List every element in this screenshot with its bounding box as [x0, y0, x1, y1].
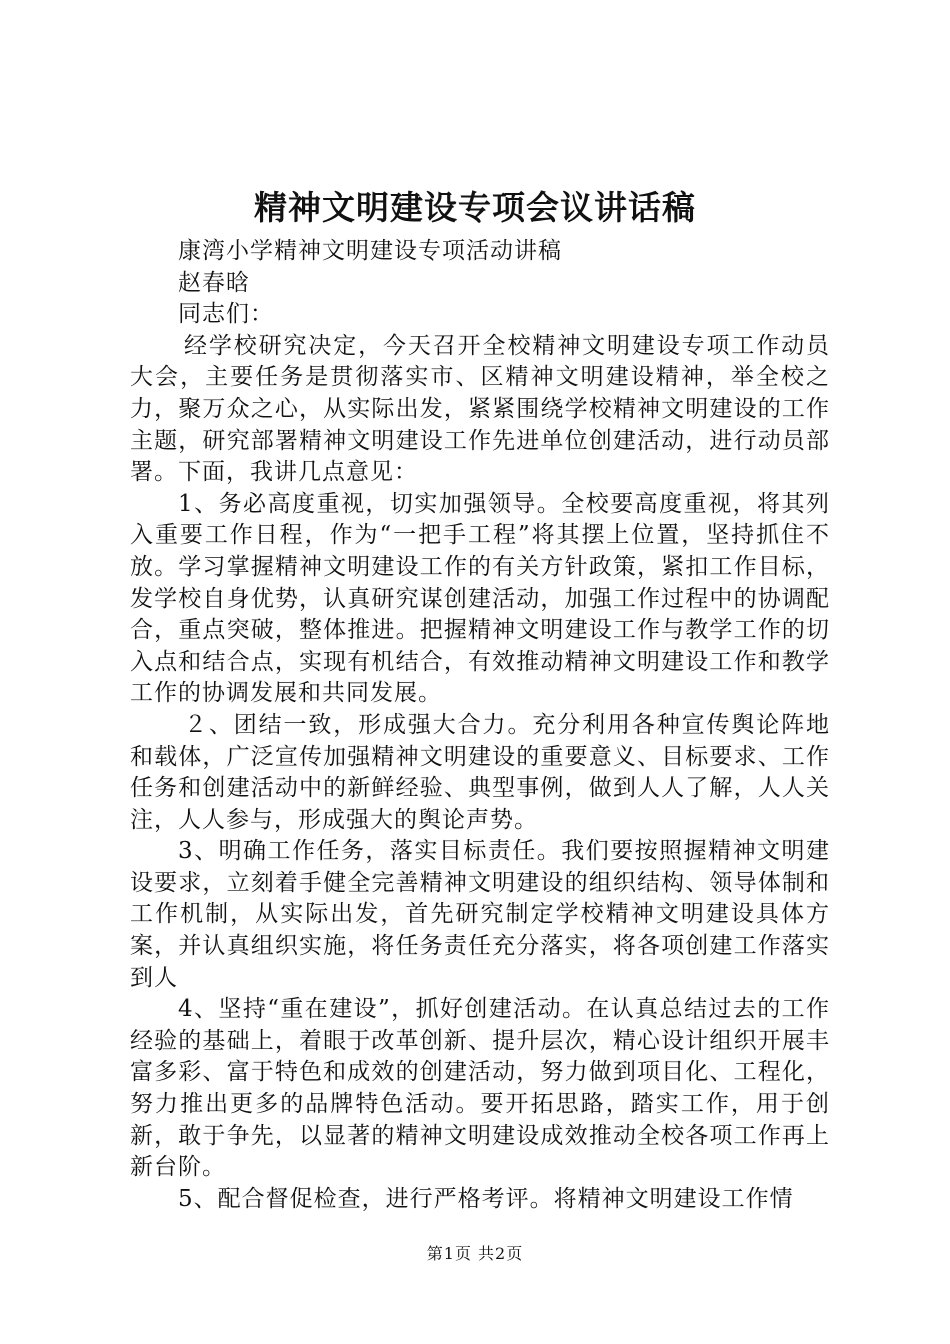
paragraph-intro: 经学校研究决定，今天召开全校精神文明建设专项工作动员大会，主要任务是贯彻落实市、区精神文明建设精神，举全校之力，聚万众之心，从实际出发，紧紧围绕学校精神文明建设的工作主题，研究部署精神文明建设工作先进单位创建活动，进行动员部署。下面，我讲几点意见：	[130, 332, 830, 486]
document-subtitle: 康湾小学精神文明建设专项活动讲稿	[178, 238, 562, 264]
paragraph-point-5: 5、配合督促检查，进行严格考评。将精神文明建设工作情	[178, 1185, 794, 1212]
salutation: 同志们：	[178, 301, 274, 328]
page-number-footer: 第1页 共2页	[426, 1244, 524, 1263]
paragraph-point-4: 4、坚持“重在建设”，抓好创建活动。在认真总结过去的工作经验的基础上，着眼于改革创新、提升层次，精心设计组织开展丰富多彩、富于特色和成效的创建活动，努力做到项目化、工程化，努力推出更多的品牌特色活动。要开拓思路，踏实工作，用于创新，敢于争先，以显著的精神文明建设成效推动全校各项工作再上新台阶。	[130, 996, 830, 1181]
paragraph-point-3: 3、明确工作任务，落实目标责任。我们要按照握精神文明建设要求，立刻着手健全完善精神文明建设的组织结构、领导体制和工作机制，从实际出发，首先研究制定学校精神文明建设具体方案，并认真组织实施，将任务责任充分落实，将各项创建工作落实到人	[130, 838, 830, 991]
paragraph-point-1: 1、务必高度重视，切实加强领导。全校要高度重视，将其列入重要工作日程，作为“一把手工程”将其摆上位置，坚持抓住不放。学习掌握精神文明建设工作的有关方针政策，紧扣工作目标，发学校自身优势，认真研究谋创建活动，加强工作过程中的协调配合，重点突破，整体推进。把握精神文明建设工作与教学工作的切入点和结合点，实现有机结合，有效推动精神文明建设工作和教学工作的协调发展和共同发展。	[130, 490, 830, 707]
document-author: 赵春晗	[178, 269, 250, 296]
document-body	[130, 236, 830, 1215]
paragraph-point-2: ２、团结一致，形成强大合力。充分利用各种宣传舆论阵地和载体，广泛宣传加强精神文明建设的重要意义、目标要求、工作任务和创建活动中的新鲜经验、典型事例，做到人人了解，人人关注，人人参与，形成强大的舆论声势。	[130, 711, 830, 833]
document-title: 精神文明建设专项会议讲话稿	[254, 188, 696, 227]
